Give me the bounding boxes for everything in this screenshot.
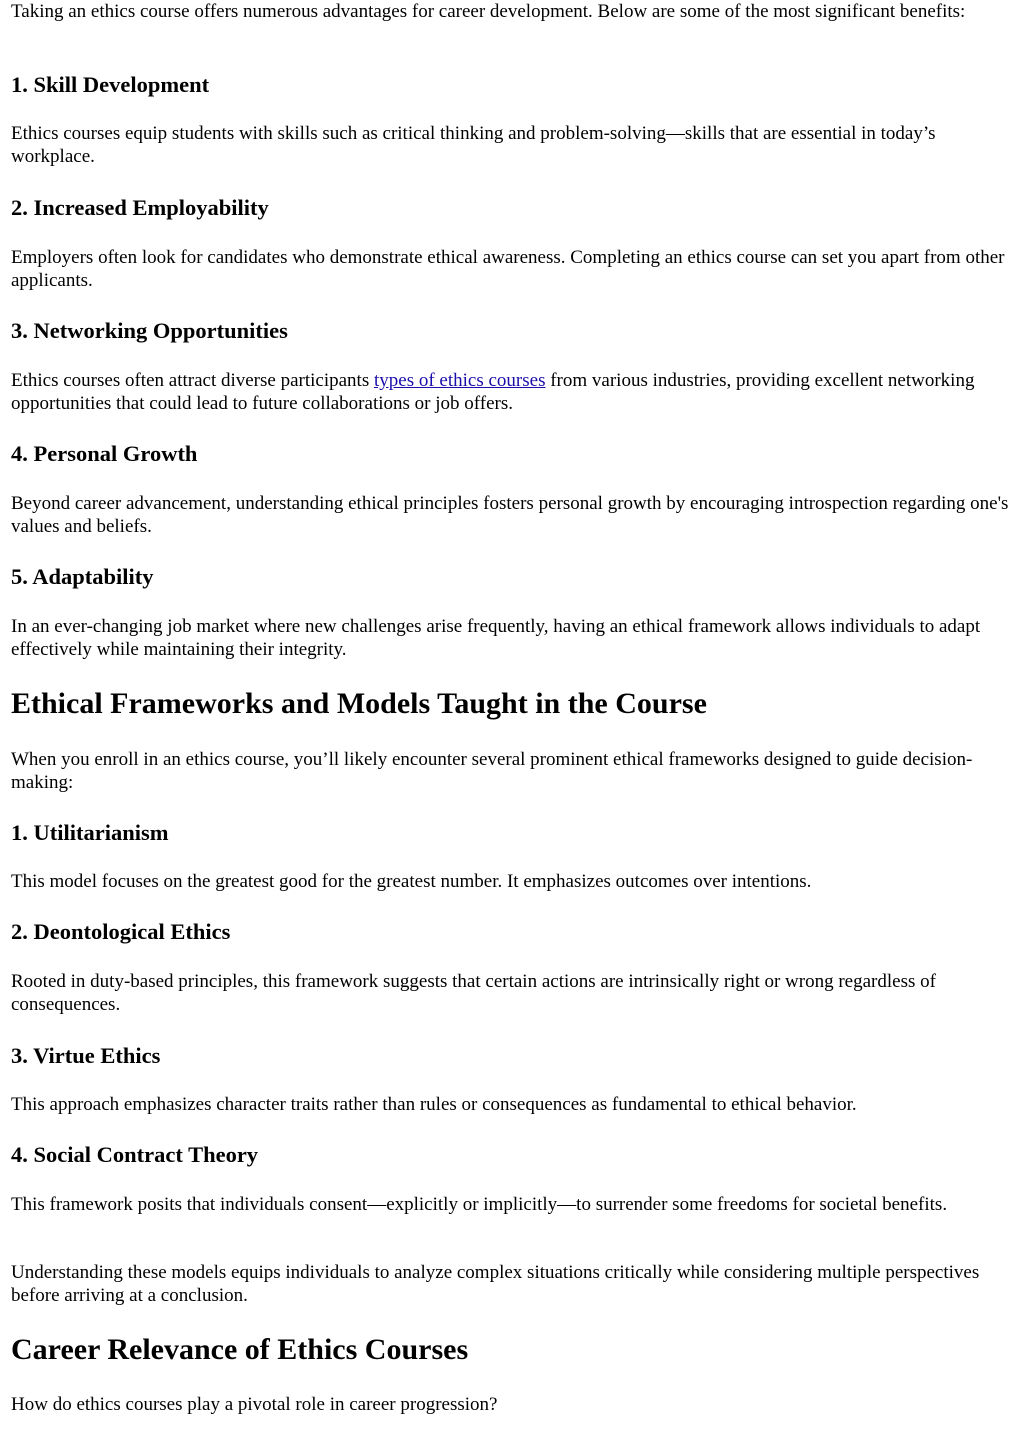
benefit-heading-employability: 2. Increased Employability	[11, 195, 269, 220]
framework-body-deontological: Rooted in duty-based principles, this framework suggests that certain actions are intrinsically right or wrong regardless of consequences.	[11, 971, 936, 1015]
frameworks-section-title: Ethical Frameworks and Models Taught in the Course	[11, 687, 707, 720]
networking-text-after: from various industries, providing excellent networking opportunities that could lead to future collaborations or job offers.	[11, 370, 975, 414]
framework-heading-social-contract: 4. Social Contract Theory	[11, 1142, 259, 1167]
frameworks-closing: Understanding these models equips individuals to analyze complex situations critically while considering multiple perspectives before arriving at a conclusion.	[11, 1262, 980, 1306]
benefit-body-skill-development: Ethics courses equip students with skills such as critical thinking and problem-solving—skills that are essential in today’s workplace.	[11, 123, 936, 167]
framework-body-virtue-ethics: This approach emphasizes character traits rather than rules or consequences as fundamental to ethical behavior.	[11, 1094, 857, 1115]
benefit-body-employability: Employers often look for candidates who demonstrate ethical awareness. Completing an ethics course can set you apart from other applicants.	[11, 247, 1005, 291]
framework-heading-utilitarianism: 1. Utilitarianism	[11, 820, 169, 845]
career-intro: How do ethics courses play a pivotal role in career progression?	[11, 1394, 498, 1415]
benefit-heading-skill-development: 1. Skill Development	[11, 72, 210, 97]
networking-text-before: Ethics courses often attract diverse participants	[11, 370, 374, 391]
benefit-body-personal-growth: Beyond career advancement, understanding ethical principles fosters personal growth by encouraging introspection regarding one's values and beliefs.	[11, 493, 1009, 537]
career-section-title: Career Relevance of Ethics Courses	[11, 1333, 469, 1366]
benefit-heading-adaptability: 5. Adaptability	[11, 564, 154, 589]
framework-body-social-contract: This framework posits that individuals consent—explicitly or implicitly—to surrender some freedoms for societal benefits.	[11, 1194, 948, 1215]
framework-heading-deontological: 2. Deontological Ethics	[11, 919, 231, 944]
benefit-heading-personal-growth: 4. Personal Growth	[11, 441, 198, 466]
benefit-heading-networking: 3. Networking Opportunities	[11, 318, 288, 343]
framework-body-utilitarianism: This model focuses on the greatest good for the greatest number. It emphasizes outcomes over intentions.	[11, 871, 812, 892]
benefit-body-networking	[11, 369, 1017, 415]
framework-heading-virtue-ethics: 3. Virtue Ethics	[11, 1043, 161, 1068]
types-of-ethics-courses-link[interactable]: types of ethics courses	[373, 370, 546, 391]
frameworks-intro: When you enroll in an ethics course, you’ll likely encounter several prominent ethical frameworks designed to guide decision-making:	[11, 749, 973, 793]
intro-paragraph: Taking an ethics course offers numerous advantages for career development. Below are some of the most significant benefits:	[11, 1, 966, 22]
benefit-body-adaptability: In an ever-changing job market where new challenges arise frequently, having an ethical framework allows individuals to adapt effectively while maintaining their integrity.	[11, 616, 981, 660]
